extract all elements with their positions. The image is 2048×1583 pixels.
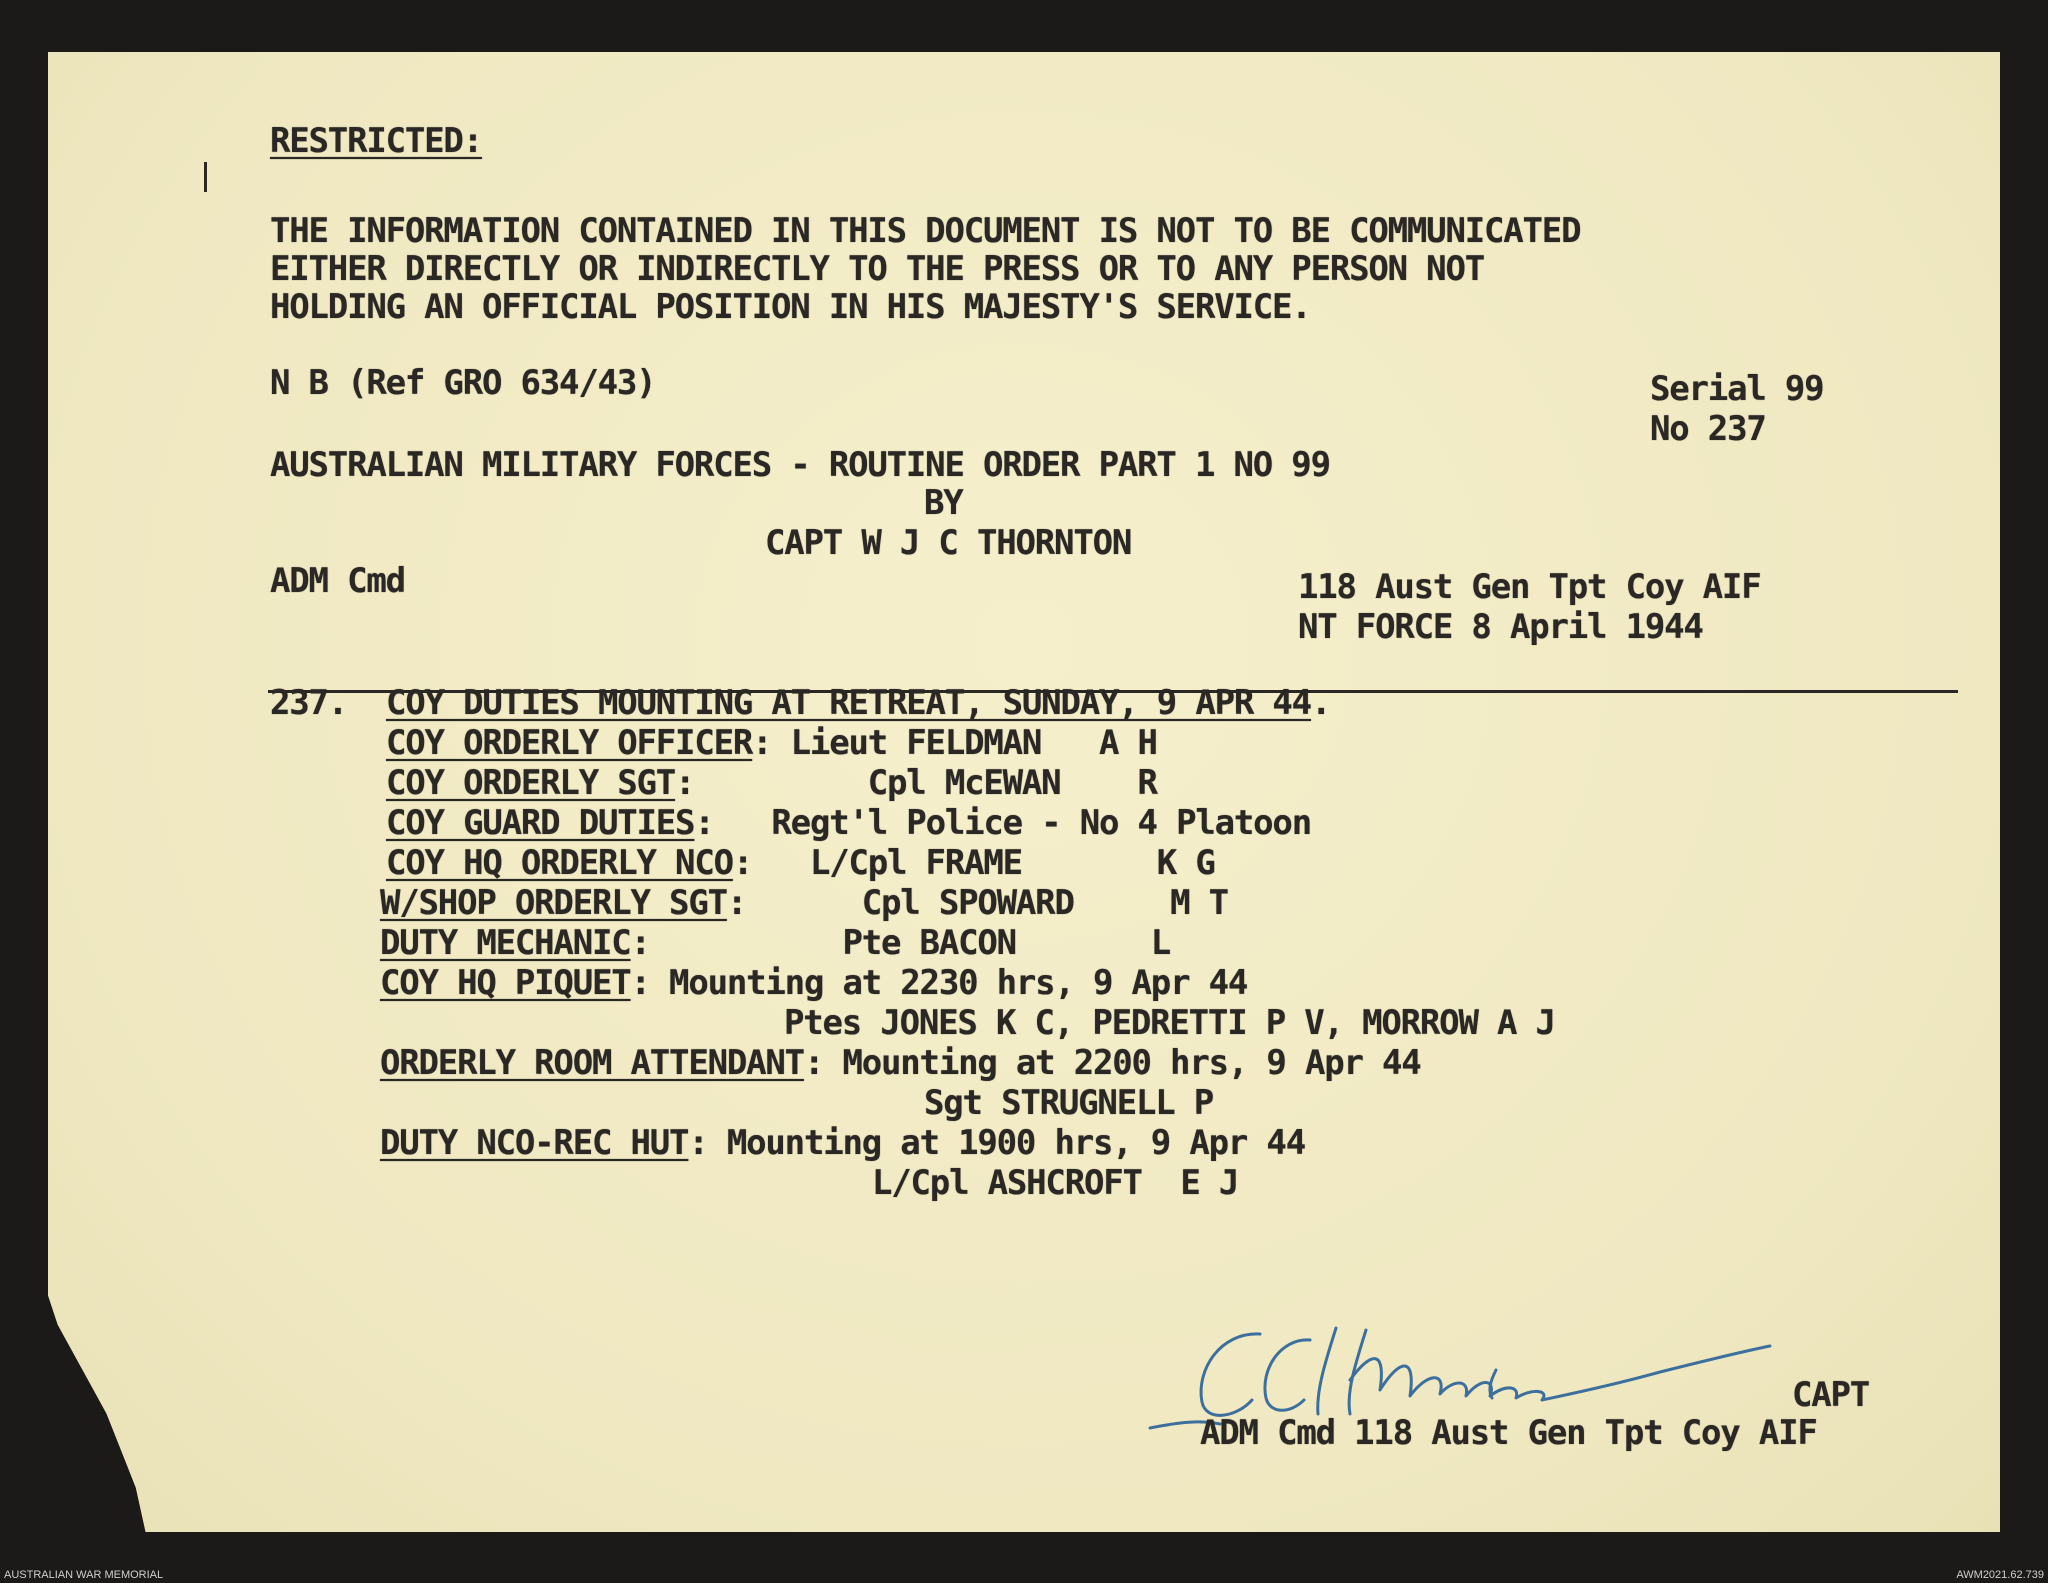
serial-number: Serial 99: [1650, 369, 1824, 409]
margin-mark: [204, 162, 207, 192]
order-by: BY: [924, 483, 963, 523]
entry-label: COY HQ ORDERLY NCO: [386, 843, 733, 883]
entry-orderly-officer: [386, 724, 1157, 762]
serial-order-number: No 237: [1650, 409, 1766, 449]
entry-text: : Mounting at 1900 hrs, 9 Apr 44: [688, 1123, 1305, 1163]
place-date: NT FORCE 8 April 1944: [1298, 607, 1703, 647]
warning-line-2: EITHER DIRECTLY OR INDIRECTLY TO THE PRESS OR TO ANY PERSON NOT: [270, 249, 1484, 289]
order-officer: CAPT W J C THORNTON: [765, 523, 1132, 563]
entry-text: : Cpl McEWAN R: [675, 763, 1157, 803]
entry-label: COY ORDERLY OFFICER: [386, 723, 753, 763]
entry-label: W/SHOP ORDERLY SGT: [380, 883, 727, 923]
entry-nco-name: [872, 1164, 1238, 1202]
unit-name: 118 Aust Gen Tpt Coy AIF: [1298, 567, 1761, 607]
entry-text: : Regt'l Police - No 4 Platoon: [694, 803, 1311, 843]
order-number: 237.: [270, 683, 348, 723]
entry-label: DUTY MECHANIC: [380, 923, 631, 963]
entry-label: COY HQ PIQUET: [380, 963, 631, 1003]
entry-label: COY ORDERLY SGT: [386, 763, 676, 803]
order-heading-end: .: [1310, 683, 1331, 723]
footer-accession-number: AWM2021.62.739: [1956, 1569, 2044, 1581]
entry-text: Ptes JONES K C, PEDRETTI P V, MORROW A J: [784, 1003, 1555, 1043]
entry-text: : L/Cpl FRAME K G: [732, 843, 1215, 883]
adm-cmd: ADM Cmd: [270, 561, 405, 601]
entry-text: L/Cpl ASHCROFT E J: [872, 1163, 1239, 1203]
entry-hq-orderly-nco: [386, 844, 1215, 882]
entry-orderly-sgt: [386, 764, 1157, 802]
entry-duty-nco-rec-hut: [380, 1124, 1305, 1162]
order-heading-line: [386, 684, 1330, 722]
entry-orderly-room-attendant: [380, 1044, 1421, 1082]
entry-label: ORDERLY ROOM ATTENDANT: [380, 1043, 804, 1083]
warning-line-1: THE INFORMATION CONTAINED IN THIS DOCUMENT IS NOT TO BE COMMUNICATED: [270, 211, 1581, 251]
entry-hq-piquet: [380, 964, 1247, 1002]
signature-title: ADM Cmd 118 Aust Gen Tpt Coy AIF: [1200, 1413, 1817, 1453]
entry-label: DUTY NCO-REC HUT: [380, 1123, 689, 1163]
restricted-heading: RESTRICTED:: [270, 121, 482, 161]
order-title: AUSTRALIAN MILITARY FORCES - ROUTINE ORDER PART 1 NO 99: [270, 445, 1330, 485]
entry-piquet-names: [784, 1004, 1555, 1042]
entry-attendant-name: [924, 1084, 1213, 1122]
footer-credit: AUSTRALIAN WAR MEMORIAL: [4, 1569, 164, 1581]
nb-reference: N B (Ref GRO 634/43): [270, 363, 656, 403]
entry-duty-mechanic: [380, 924, 1170, 962]
entry-text: : Mounting at 2230 hrs, 9 Apr 44: [630, 963, 1248, 1003]
signature-rank: CAPT: [1792, 1375, 1870, 1415]
entry-guard-duties: [386, 804, 1311, 842]
entry-label: COY GUARD DUTIES: [386, 803, 695, 843]
entry-text: Sgt STRUGNELL P: [924, 1083, 1214, 1123]
order-heading: COY DUTIES MOUNTING AT RETREAT, SUNDAY, 9 APR 44: [386, 683, 1311, 723]
entry-text: : Lieut FELDMAN A H: [752, 723, 1157, 763]
entry-text: : Pte BACON L: [630, 923, 1171, 963]
warning-line-3: HOLDING AN OFFICIAL POSITION IN HIS MAJESTY'S SERVICE.: [270, 287, 1311, 327]
entry-text: : Cpl SPOWARD M T: [726, 883, 1228, 923]
entry-text: : Mounting at 2200 hrs, 9 Apr 44: [803, 1043, 1421, 1083]
entry-wshop-orderly-sgt: [380, 884, 1228, 922]
